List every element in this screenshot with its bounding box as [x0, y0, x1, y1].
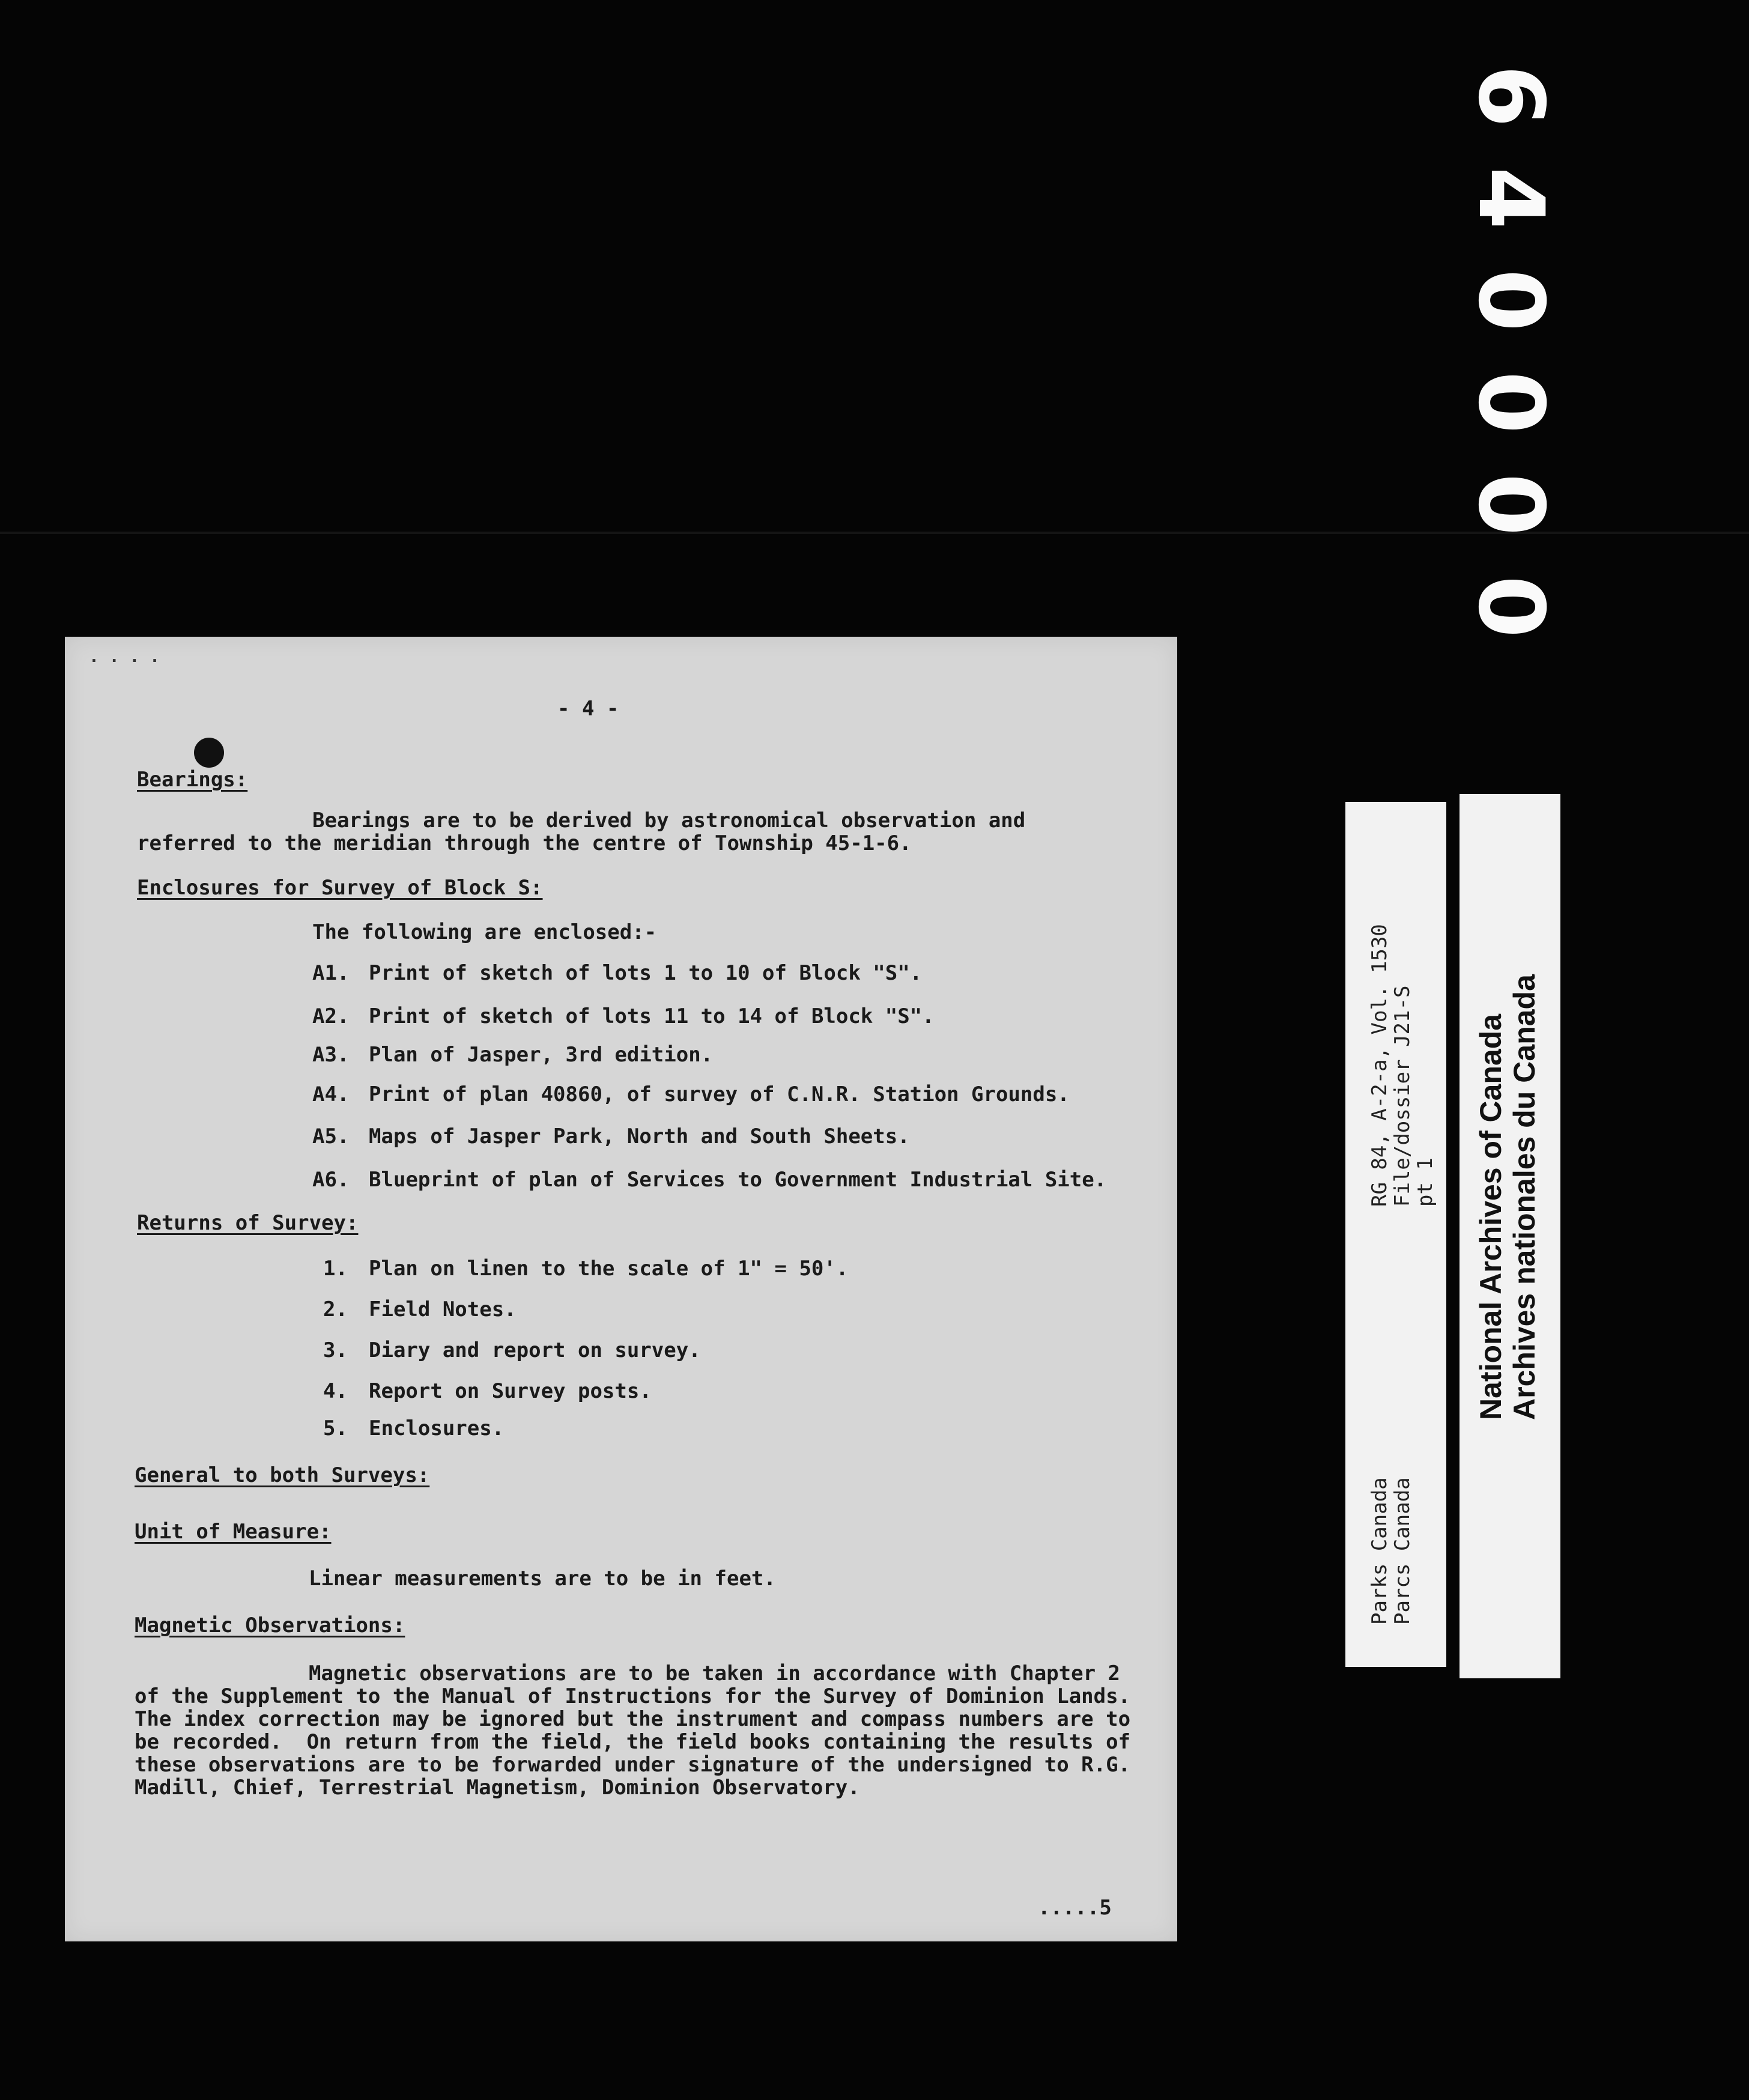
return-number: 4. — [323, 1379, 348, 1403]
frame-digit: 0 — [1458, 371, 1563, 434]
enclosure-text: Plan of Jasper, 3rd edition. — [369, 1043, 714, 1067]
return-text: Plan on linen to the scale of 1" = 50'. — [369, 1257, 849, 1281]
return-number: 3. — [323, 1338, 348, 1362]
return-text: Report on Survey posts. — [369, 1379, 652, 1403]
enclosures-intro: The following are enclosed:- — [312, 920, 657, 944]
enclosure-text: Blueprint of plan of Services to Government Industrial Site. — [369, 1168, 1107, 1192]
unit-text: Linear measurements are to be in feet. — [309, 1567, 776, 1591]
return-number: 1. — [323, 1257, 348, 1281]
frame-digit: 4 — [1458, 166, 1563, 230]
magnetic-text: these observations are to be forwarded under signature of the undersigned to R.G. — [135, 1753, 1131, 1777]
enclosure-text: Print of plan 40860, of survey of C.N.R. Station Grounds. — [369, 1082, 1070, 1106]
continuation-marker: .....5 — [1038, 1896, 1112, 1920]
unit-heading: Unit of Measure: — [135, 1520, 332, 1544]
enclosure-number: A5. — [312, 1124, 350, 1149]
frame-digit: 0 — [1458, 575, 1563, 639]
label-line: Parcs Canada File/dossier J21-S — [1390, 985, 1414, 1625]
general-heading: General to both Surveys: — [135, 1463, 430, 1487]
magnetic-text: of the Supplement to the Manual of Instructions for the Survey of Dominion Lands. — [135, 1684, 1131, 1708]
national-archives-label — [1460, 794, 1560, 1678]
punch-hole — [194, 738, 224, 768]
enclosure-number: A4. — [312, 1082, 350, 1106]
enclosure-text: Print of sketch of lots 11 to 14 of Block "S". — [369, 1004, 935, 1028]
frame-digit: 0 — [1458, 269, 1563, 332]
magnetic-text: be recorded. On return from the field, the field books containing the results of — [135, 1730, 1131, 1754]
return-text: Diary and report on survey. — [369, 1338, 701, 1362]
enclosure-number: A1. — [312, 961, 350, 985]
document-page — [65, 637, 1177, 1941]
return-text: Enclosures. — [369, 1416, 505, 1440]
returns-heading: Returns of Survey: — [137, 1211, 359, 1235]
return-number: 5. — [323, 1416, 348, 1440]
bearings-heading: Bearings: — [137, 768, 248, 792]
bearings-text: Bearings are to be derived by astronomical observation and — [312, 809, 1026, 833]
label-line: pt 1 — [1413, 1158, 1437, 1625]
enclosure-text: Print of sketch of lots 1 to 10 of Block "S". — [369, 961, 923, 985]
page-number: - 4 - — [557, 697, 619, 721]
magnetic-text: The index correction may be ignored but the instrument and compass numbers are to — [135, 1707, 1131, 1731]
enclosure-number: A2. — [312, 1004, 350, 1028]
frame-digit: 6 — [1458, 64, 1563, 128]
magnetic-heading: Magnetic Observations: — [135, 1613, 405, 1637]
magnetic-text: Madill, Chief, Terrestrial Magnetism, Dominion Observatory. — [135, 1776, 860, 1800]
paper-specks: · · · · — [89, 651, 160, 670]
archives-label-french: Archives nationales du Canada — [1508, 974, 1541, 1420]
return-number: 2. — [323, 1297, 348, 1322]
enclosure-text: Maps of Jasper Park, North and South Sheets. — [369, 1124, 910, 1149]
label-line: Parks Canada RG 84, A-2-a, Vol. 1530 — [1368, 924, 1392, 1625]
frame-number — [1438, 48, 1583, 637]
archives-label-english: National Archives of Canada — [1474, 1013, 1508, 1420]
parks-canada-label — [1345, 802, 1446, 1667]
enclosure-number: A6. — [312, 1168, 350, 1192]
magnetic-text: Magnetic observations are to be taken in accordance with Chapter 2 — [309, 1661, 1121, 1686]
return-text: Field Notes. — [369, 1297, 517, 1322]
enclosure-number: A3. — [312, 1043, 350, 1067]
enclosures-heading: Enclosures for Survey of Block S: — [137, 876, 543, 900]
frame-digit: 0 — [1458, 473, 1563, 536]
bearings-text: referred to the meridian through the centre of Township 45-1-6. — [137, 831, 912, 855]
